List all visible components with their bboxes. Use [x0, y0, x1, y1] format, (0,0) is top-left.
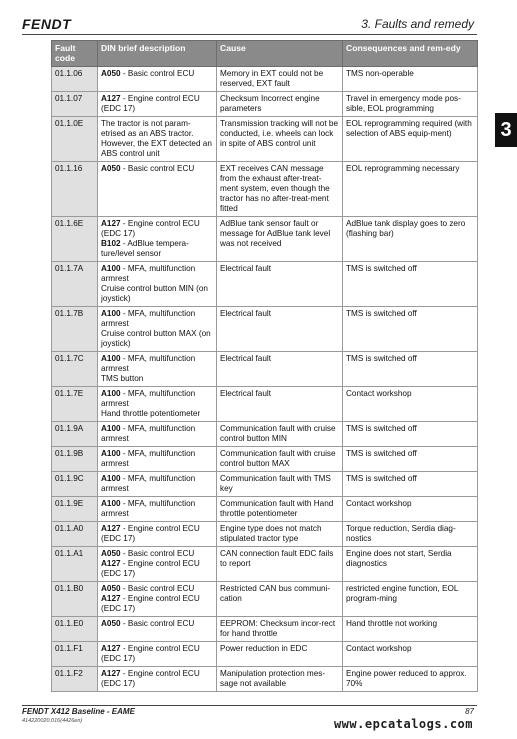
- component-id: A127: [101, 94, 121, 103]
- component-id: A100: [101, 309, 121, 318]
- consequence-cell: Travel in emergency mode pos-sible, EOL programming: [343, 92, 478, 117]
- consequence-cell: Contact workshop: [343, 497, 478, 522]
- fault-code-cell: 01.1.07: [52, 92, 98, 117]
- din-line: [101, 619, 213, 629]
- din-line: [101, 309, 213, 329]
- fault-code-cell: 01.1.06: [52, 67, 98, 92]
- fault-code-cell: 01.1.E0: [52, 617, 98, 642]
- fault-code-cell: 01.1.7C: [52, 352, 98, 387]
- din-line: [101, 389, 213, 409]
- table-header-row: [52, 41, 478, 67]
- consequence-cell: Contact workshop: [343, 642, 478, 667]
- component-id: A127: [101, 594, 121, 603]
- din-description-cell: [98, 447, 217, 472]
- consequence-cell: AdBlue tank display goes to zero (flashing bar): [343, 217, 478, 262]
- table-row: [52, 667, 478, 692]
- din-line: [101, 474, 213, 494]
- fault-code-cell: 01.1.9B: [52, 447, 98, 472]
- din-line: [101, 374, 213, 384]
- component-description: - Engine control ECU (EDC 17): [101, 669, 200, 688]
- fendt-logo: FENDT: [22, 16, 72, 32]
- component-description: - AdBlue tempera-ture/level sensor: [101, 239, 189, 258]
- din-description-cell: [98, 262, 217, 307]
- component-description: - Engine control ECU (EDC 17): [101, 524, 200, 543]
- table-row: [52, 617, 478, 642]
- din-line: [101, 669, 213, 689]
- din-description-cell: [98, 617, 217, 642]
- cause-cell: Communication fault with TMS key: [217, 472, 343, 497]
- din-description-cell: [98, 67, 217, 92]
- din-description-cell: [98, 352, 217, 387]
- table-row: [52, 117, 478, 162]
- din-description-cell: [98, 217, 217, 262]
- din-description-cell: [98, 667, 217, 692]
- fault-code-cell: 01.1.7E: [52, 387, 98, 422]
- din-line: [101, 69, 213, 79]
- table-row: [52, 422, 478, 447]
- table-row: [52, 582, 478, 617]
- consequence-cell: Engine power reduced to approx. 70%: [343, 667, 478, 692]
- component-id: A100: [101, 474, 121, 483]
- component-description: - MFA, multifunction armrest: [101, 424, 196, 443]
- consequence-cell: Engine does not start, Serdia diagnostics: [343, 547, 478, 582]
- fault-code-cell: 01.1.0E: [52, 117, 98, 162]
- footer-title: FENDT X412 Baseline - EAME: [22, 707, 135, 716]
- component-id: A127: [101, 524, 121, 533]
- din-line: [101, 644, 213, 664]
- cause-cell: AdBlue tank sensor fault or message for AdBlue tank level was not received: [217, 217, 343, 262]
- header-rule: [22, 34, 477, 35]
- component-id: A050: [101, 584, 121, 593]
- component-id: A050: [101, 549, 121, 558]
- din-line: [101, 264, 213, 284]
- component-description: - Engine control ECU (EDC 17): [101, 644, 200, 663]
- din-description-cell: [98, 117, 217, 162]
- component-description: Hand throttle potentiometer: [101, 409, 201, 418]
- cause-cell: Communication fault with cruise control button MAX: [217, 447, 343, 472]
- col-header-consequences: Consequences and rem-edy: [343, 41, 478, 67]
- din-line: [101, 239, 213, 259]
- din-description-cell: [98, 307, 217, 352]
- component-id: A100: [101, 449, 121, 458]
- consequence-cell: TMS is switched off: [343, 307, 478, 352]
- din-line: [101, 94, 213, 114]
- footer-rule: [22, 705, 477, 706]
- cause-cell: Checksum Incorrect engine parameters: [217, 92, 343, 117]
- fault-code-cell: 01.1.A1: [52, 547, 98, 582]
- component-description: - Basic control ECU: [120, 549, 195, 558]
- section-title: 3. Faults and remedy: [361, 17, 474, 31]
- din-line: [101, 549, 213, 559]
- fault-table: [51, 40, 478, 692]
- table-row: [52, 67, 478, 92]
- cause-cell: Restricted CAN bus communi-cation: [217, 582, 343, 617]
- din-line: [101, 354, 213, 374]
- component-description: - Basic control ECU: [120, 584, 195, 593]
- component-id: A127: [101, 669, 121, 678]
- component-description: Cruise control button MIN (on joystick): [101, 284, 208, 303]
- component-description: TMS button: [101, 374, 144, 383]
- component-description: - Engine control ECU (EDC 17): [101, 594, 200, 613]
- din-description-cell: [98, 522, 217, 547]
- cause-cell: Memory in EXT could not be reserved, EXT fault: [217, 67, 343, 92]
- cause-cell: Communication fault with cruise control button MIN: [217, 422, 343, 447]
- fault-code-cell: 01.1.6E: [52, 217, 98, 262]
- din-line: [101, 329, 213, 349]
- din-line: [101, 594, 213, 614]
- col-header-fault-code: Fault code: [52, 41, 98, 67]
- component-id: A100: [101, 424, 121, 433]
- component-description: - Basic control ECU: [120, 164, 195, 173]
- fault-code-cell: 01.1.B0: [52, 582, 98, 617]
- component-description: - MFA, multifunction armrest: [101, 309, 196, 328]
- component-id: A127: [101, 219, 121, 228]
- consequence-cell: Hand throttle not working: [343, 617, 478, 642]
- component-description: - Basic control ECU: [120, 69, 195, 78]
- cause-cell: CAN connection fault EDC fails to report: [217, 547, 343, 582]
- watermark[interactable]: www.epcatalogs.com: [333, 717, 473, 731]
- cause-cell: Electrical fault: [217, 307, 343, 352]
- component-id: A127: [101, 644, 121, 653]
- fault-code-cell: 01.1.16: [52, 162, 98, 217]
- table-row: [52, 387, 478, 422]
- consequence-cell: TMS is switched off: [343, 472, 478, 497]
- table-row: [52, 472, 478, 497]
- consequence-cell: EOL reprogramming necessary: [343, 162, 478, 217]
- component-id: A100: [101, 354, 121, 363]
- cause-cell: Electrical fault: [217, 262, 343, 307]
- din-line: [101, 559, 213, 579]
- din-description-cell: [98, 642, 217, 667]
- component-id: A100: [101, 499, 121, 508]
- din-description-cell: [98, 387, 217, 422]
- component-id: A100: [101, 264, 121, 273]
- fault-code-cell: 01.1.A0: [52, 522, 98, 547]
- component-id: A100: [101, 389, 121, 398]
- table-row: [52, 262, 478, 307]
- cause-cell: EEPROM: Checksum incor-rect for hand throttle: [217, 617, 343, 642]
- table-row: [52, 447, 478, 472]
- table-row: [52, 497, 478, 522]
- din-description-cell: [98, 582, 217, 617]
- din-line: [101, 284, 213, 304]
- cause-cell: Transmission tracking will not be conducted, i.e. wheels can lock in spite of ABS control unit: [217, 117, 343, 162]
- component-description: - Engine control ECU (EDC 17): [101, 559, 200, 578]
- chapter-tab: 3: [495, 113, 517, 147]
- din-description-cell: [98, 162, 217, 217]
- cause-cell: Engine type does not match stipulated tractor type: [217, 522, 343, 547]
- fault-code-cell: 01.1.F1: [52, 642, 98, 667]
- component-description: - MFA, multifunction armrest: [101, 264, 196, 283]
- component-description: - MFA, multifunction armrest: [101, 389, 196, 408]
- fault-code-cell: 01.1.9A: [52, 422, 98, 447]
- component-description: - Engine control ECU (EDC 17): [101, 219, 200, 238]
- footer-doc-number: 414220020.016(4426en): [22, 718, 83, 724]
- din-line: [101, 424, 213, 444]
- component-description: - MFA, multifunction armrest: [101, 474, 196, 493]
- din-line: [101, 164, 213, 174]
- page-number: 87: [465, 707, 474, 716]
- fault-code-cell: 01.1.F2: [52, 667, 98, 692]
- table-row: [52, 162, 478, 217]
- cause-cell: Electrical fault: [217, 387, 343, 422]
- din-description-cell: [98, 497, 217, 522]
- din-description-cell: [98, 92, 217, 117]
- table-row: [52, 522, 478, 547]
- din-description-cell: [98, 422, 217, 447]
- component-description: The tractor is not param-etrised as an ABS tractor. However, the EXT detected an ABS control unit: [101, 119, 212, 158]
- component-id: A127: [101, 559, 121, 568]
- consequence-cell: TMS is switched off: [343, 422, 478, 447]
- component-id: B102: [101, 239, 121, 248]
- din-line: [101, 119, 213, 159]
- din-line: [101, 524, 213, 544]
- col-header-cause: Cause: [217, 41, 343, 67]
- din-description-cell: [98, 472, 217, 497]
- fault-code-cell: 01.1.7B: [52, 307, 98, 352]
- component-id: A050: [101, 69, 121, 78]
- consequence-cell: Contact workshop: [343, 387, 478, 422]
- component-description: - Engine control ECU (EDC 17): [101, 94, 200, 113]
- din-line: [101, 409, 213, 419]
- col-header-din: DIN brief description: [98, 41, 217, 67]
- table-row: [52, 217, 478, 262]
- table-row: [52, 92, 478, 117]
- consequence-cell: TMS non-operable: [343, 67, 478, 92]
- table-row: [52, 307, 478, 352]
- consequence-cell: restricted engine function, EOL program-ming: [343, 582, 478, 617]
- fault-code-cell: 01.1.9E: [52, 497, 98, 522]
- component-id: A050: [101, 164, 121, 173]
- cause-cell: Power reduction in EDC: [217, 642, 343, 667]
- table-row: [52, 642, 478, 667]
- component-description: - Basic control ECU: [120, 619, 195, 628]
- fault-table-body: [52, 67, 478, 692]
- consequence-cell: TMS is switched off: [343, 352, 478, 387]
- cause-cell: Communication fault with Hand throttle potentiometer: [217, 497, 343, 522]
- din-line: [101, 449, 213, 469]
- fault-code-cell: 01.1.9C: [52, 472, 98, 497]
- component-description: - MFA, multifunction armrest: [101, 499, 196, 518]
- cause-cell: EXT receives CAN message from the exhaust after-treat-ment system, even though the tractor has no after-treat-ment fitted: [217, 162, 343, 217]
- fault-code-cell: 01.1.7A: [52, 262, 98, 307]
- din-line: [101, 219, 213, 239]
- consequence-cell: TMS is switched off: [343, 262, 478, 307]
- cause-cell: Manipulation protection mes-sage not available: [217, 667, 343, 692]
- consequence-cell: TMS is switched off: [343, 447, 478, 472]
- consequence-cell: EOL reprogramming required (with selection of ABS equip-ment): [343, 117, 478, 162]
- component-description: - MFA, multifunction armrest: [101, 354, 196, 373]
- din-line: [101, 499, 213, 519]
- cause-cell: Electrical fault: [217, 352, 343, 387]
- component-description: Cruise control button MAX (on joystick): [101, 329, 211, 348]
- component-description: - MFA, multifunction armrest: [101, 449, 196, 468]
- table-row: [52, 352, 478, 387]
- consequence-cell: Torque reduction, Serdia diag-nostics: [343, 522, 478, 547]
- component-id: A050: [101, 619, 121, 628]
- din-description-cell: [98, 547, 217, 582]
- table-row: [52, 547, 478, 582]
- din-line: [101, 584, 213, 594]
